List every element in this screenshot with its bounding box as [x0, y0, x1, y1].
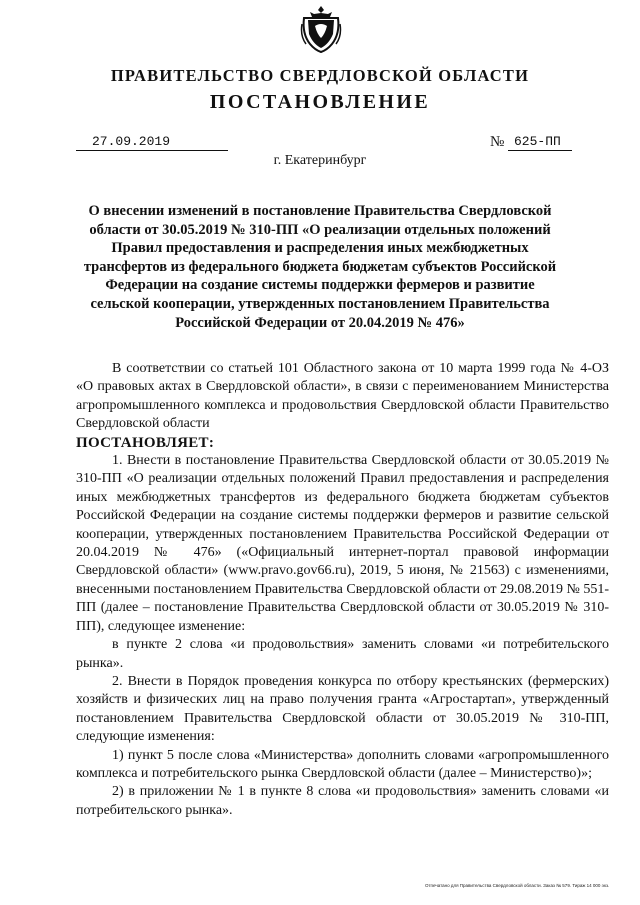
item-1: 1. Внести в постановление Правительства Свердловской области от 30.05.2019 № 310-ПП «О реализации отдельных положений Правил предоставления и распределения иных межбюджетных трансфертов из федерального бюджета бюджетам субъектов Российской Федерации на создание системы поддержки фермеров и развитие сельской кооперации, утвержденных постановлением Правительства Российской Федерации от 20.04.2019 № 476» («Официальный интернет-портал правовой информации Свердловской области» (www.pravo.gov66.ru), 2019, 5 июня, № 21563) с изменениями, внесенными постановлением Правительства Свердловской области от 29.08.2019 № 551-ПП (далее – постановление Правительства Свердловской области от 30.05.2019 № 310-ПП), следующее изменение: — [76, 453, 609, 634]
document-number: 625-ПП — [508, 134, 572, 151]
document-type: ПОСТАНОВЛЕНИЕ — [209, 91, 431, 113]
city: г. Екатеринбург — [273, 153, 367, 168]
government-title: ПРАВИТЕЛЬСТВО СВЕРДЛОВСКОЙ ОБЛАСТИ — [110, 66, 530, 85]
resolves-label: ПОСТАНОВЛЯЕТ: — [76, 434, 215, 451]
number-sign: № — [490, 134, 505, 150]
preamble: В соответствии со статьей 101 Областного закона от 10 марта 1999 года № 4-ОЗ «О правовых актах в Свердловской области», в связи с переименованием Министерства агропромышленного комплекса и продовольствия Свердловской области Правительство Свердловской области — [76, 361, 609, 432]
coat-of-arms-icon — [300, 4, 342, 54]
document-heading: О внесении изменений в постановление Правительства Свердловской области от 30.05.2019 № 310-ПП «О реализации отдельных положений Правил предоставления и распределения иных межбюджетных трансфертов из федерального бюджета бюджетам субъектов Российской Федерации на создание системы поддержки фермеров и развитие сельской кооперации, утвержденных постановлением Правительства Российской Федерации от 20.04.2019 № 476» — [83, 203, 557, 331]
document-body — [76, 360, 609, 820]
document-date: 27.09.2019 — [76, 134, 228, 151]
item-1-sub: в пункте 2 слова «и продовольствия» заменить словами «и потребительского рынка». — [76, 637, 609, 671]
item-2: 2. Внести в Порядок проведения конкурса по отбору крестьянских (фермерских) хозяйств и физических лиц на право получения гранта «Агростартап», утвержденный постановлением Правительства Свердловской области от 30.05.2019 № 310-ПП, следующие изменения: — [76, 673, 609, 745]
print-note: Отпечатано для Правительства Свердловской области. Заказ № 579. Тираж 14 000 экз. — [425, 883, 610, 888]
item-2-2: 2) в приложении № 1 в пункте 8 слова «и продовольствия» заменить словами «и потребительского рынка». — [76, 784, 609, 818]
item-2-1: 1) пункт 5 после слова «Министерства» дополнить словами «агропромышленного комплекса и потребительского рынка Свердловской области (далее – Министерство)»; — [76, 747, 609, 781]
